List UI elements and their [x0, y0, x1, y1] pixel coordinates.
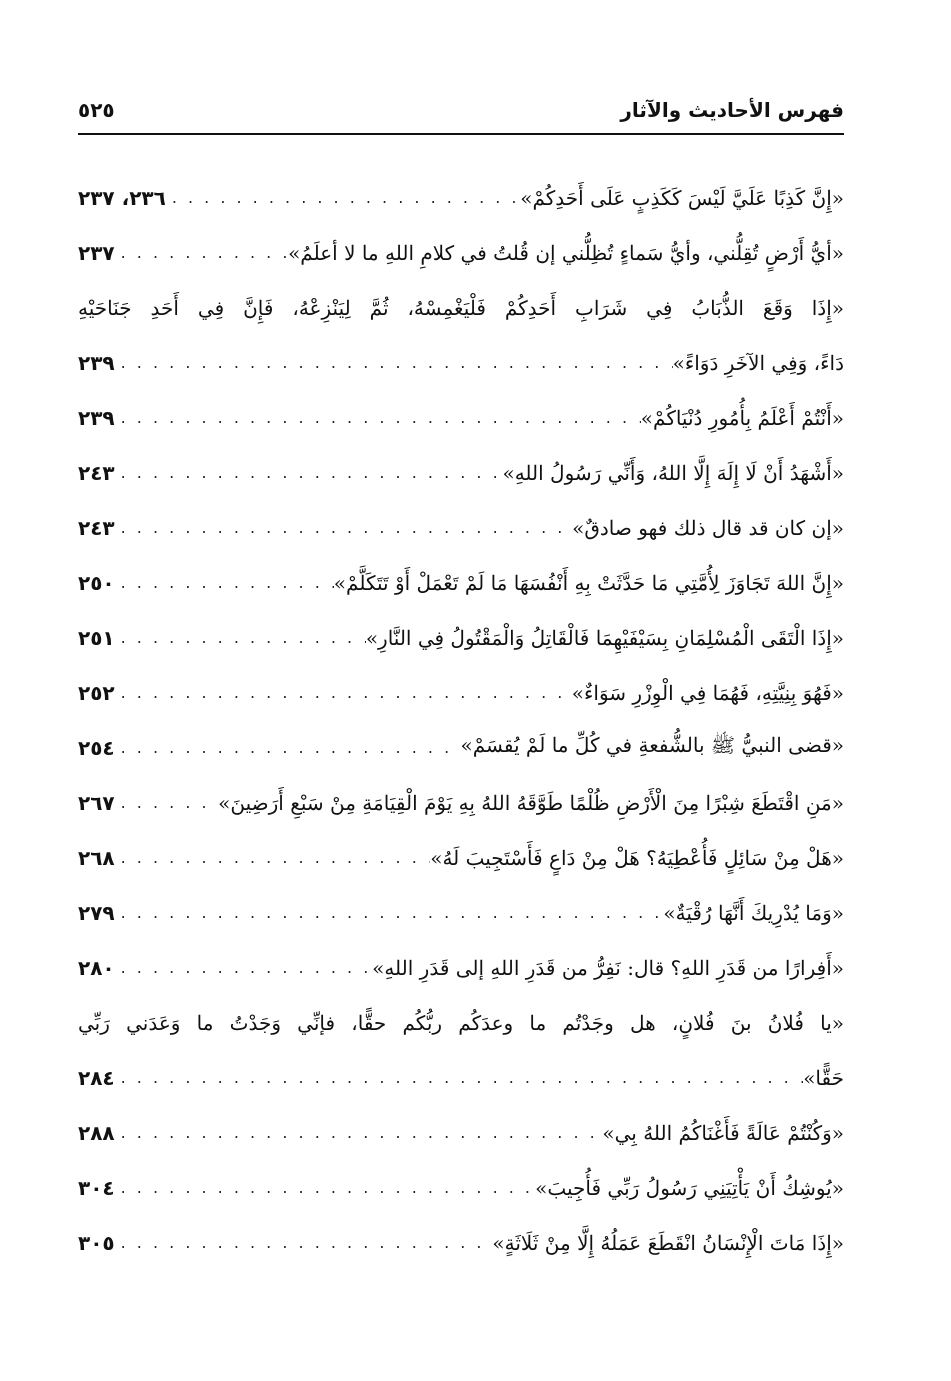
- index-entry-line: [78, 720, 844, 775]
- entry-page-number: ٢٨٨: [78, 1120, 115, 1145]
- index-entry: [78, 390, 844, 445]
- dot-leader: [166, 188, 520, 207]
- index-entry-line: [78, 995, 844, 1050]
- index-entry: [78, 225, 844, 280]
- entry-page-number: ٣٠٥: [78, 1230, 115, 1255]
- index-entry-line: [78, 665, 844, 720]
- hadith-text: «مَنِ اقْتَطَعَ شِبْرًا مِنَ الْأَرْضِ ظُلْمًا طَوَّقَهُ اللهُ بِهِ يَوْمَ الْقِيَامَةِ مِنْ سَبْعِ أَرَضِينَ»: [218, 790, 844, 815]
- index-entry-line: [78, 390, 844, 445]
- dot-leader: [115, 793, 219, 812]
- index-entry-line: [78, 610, 844, 665]
- index-entry: [78, 995, 844, 1105]
- index-entry-line: [78, 1105, 844, 1160]
- page-header: [78, 96, 844, 132]
- entry-page-number: ٢٨٤: [78, 1065, 115, 1090]
- hadith-text: «يا فُلانُ بنَ فُلانٍ، هل وجَدْتُم ما وعدَكُم ربُّكُم حقًّا، فإنِّي وَجَدْتُ ما وَعَدَني رَبِّي: [78, 1010, 844, 1035]
- hadith-text: «أَشْهَدُ أَنْ لَا إِلَهَ إِلَّا اللهُ، وَأَنِّي رَسُولُ اللهِ»: [502, 460, 844, 485]
- page-number: ٥٢٥: [78, 98, 115, 122]
- dot-leader: [115, 1178, 536, 1197]
- hadith-text: «إِذَا الْتَقَى الْمُسْلِمَانِ بِسَيْفَيْهِمَا فَالْقَاتِلُ وَالْمَقْتُولُ فِي النَّارِ»: [365, 625, 844, 650]
- index-entry-line: [78, 1160, 844, 1215]
- index-entry: [78, 940, 844, 995]
- entry-page-number: ٢٣٧: [78, 240, 115, 265]
- hadith-text: «إِنَّ اللهَ تَجَاوَزَ لِأُمَّتِي مَا حَدَّثَتْ بِهِ أَنْفُسَهَا مَا لَمْ تَعْمَلْ أَوْ تَتَكَلَّمْ»: [333, 570, 844, 595]
- index-entry-line: [78, 280, 844, 335]
- hadith-index-list: [78, 170, 844, 1270]
- entry-page-number: ٢٨٠: [78, 955, 115, 980]
- index-entry-line: [78, 885, 844, 940]
- hadith-text: دَاءً، وَفِي الآخَرِ دَوَاءً»: [672, 350, 844, 375]
- dot-leader: [115, 463, 503, 482]
- hadith-text: «إِنَّ كَذِبًا عَلَيَّ لَيْسَ كَكَذِبٍ عَلَى أَحَدِكُمْ»: [520, 185, 844, 210]
- index-entry-line: [78, 170, 844, 225]
- entry-page-number: ٢٥٠: [78, 570, 115, 595]
- entry-page-number: ٢٦٨: [78, 845, 115, 870]
- running-title: فهرس الأحاديث والآثار: [620, 98, 844, 122]
- index-entry: [78, 775, 844, 830]
- dot-leader: [115, 1123, 603, 1142]
- dot-leader: [115, 1233, 493, 1252]
- index-entry-line: [78, 1215, 844, 1270]
- index-entry-line: [78, 775, 844, 830]
- index-entry: [78, 665, 844, 720]
- dot-leader: [115, 628, 366, 647]
- entry-page-number: ٢٣٩: [78, 405, 115, 430]
- hadith-text: «أيُّ أَرْضٍ تُقِلُّني، وأيُّ سَماءٍ تُظِلُّني إن قُلتُ في كلامِ اللهِ ما لا أعلَمُ»: [288, 240, 844, 265]
- entry-page-number: ٢٦٧: [78, 790, 115, 815]
- header-rule: [78, 133, 844, 135]
- index-entry: [78, 1160, 844, 1215]
- entry-page-number: ٣٠٤: [78, 1175, 115, 1200]
- hadith-text: «فَهُوَ بِنِيَّتِهِ، فَهُمَا فِي الْوِزْرِ سَوَاءٌ»: [571, 680, 844, 705]
- entry-page-number: ٢٤٣: [78, 460, 115, 485]
- index-entry-line: [78, 500, 844, 555]
- entry-page-number: ٢٥٢: [78, 680, 115, 705]
- hadith-text: «أَنْتُمْ أَعْلَمُ بِأُمُورِ دُنْيَاكُمْ»: [640, 405, 844, 430]
- index-entry-line: [78, 940, 844, 995]
- hadith-text: «إِذَا مَاتَ الْإِنْسَانُ انْقَطَعَ عَمَلُهُ إِلَّا مِنْ ثَلَاثَةٍ»: [492, 1230, 844, 1255]
- index-entry: [78, 500, 844, 555]
- entry-page-number: ٢٥١: [78, 625, 115, 650]
- index-entry: [78, 720, 844, 775]
- index-entry-line: [78, 830, 844, 885]
- index-entry: [78, 885, 844, 940]
- hadith-text: «أَفِرارًا من قَدَرِ اللهِ؟ قال: نَفِرُّ من قَدَرِ اللهِ إلى قَدَرِ اللهِ»: [372, 955, 844, 980]
- hadith-text: «يُوشِكُ أَنْ يَأْتِيَنِي رَسُولُ رَبِّي فَأُجِيبَ»: [535, 1175, 844, 1200]
- index-entry: [78, 280, 844, 390]
- index-entry: [78, 445, 844, 500]
- dot-leader: [115, 1068, 804, 1087]
- dot-leader: [115, 243, 288, 262]
- hadith-text: حَقًّا»: [803, 1065, 844, 1090]
- index-entry-line: [78, 555, 844, 610]
- index-entry: [78, 610, 844, 665]
- entry-page-number: ٢٧٩: [78, 900, 115, 925]
- index-entry-line: [78, 1050, 844, 1105]
- index-entry-line: [78, 225, 844, 280]
- index-entry-line: [78, 335, 844, 390]
- entry-page-number: ٢٥٤: [78, 735, 115, 760]
- hadith-text: «وَكُنْتُمْ عَالَةً فَأَغْنَاكُمُ اللهُ بِي»: [602, 1120, 844, 1145]
- dot-leader: [115, 903, 664, 922]
- hadith-text: «قضى النبيُّ ﷺ بالشُّفعةِ في كُلِّ ما لَمْ يُقسَمْ»: [460, 733, 844, 757]
- index-entry: [78, 1215, 844, 1270]
- dot-leader: [115, 683, 572, 702]
- dot-leader: [115, 353, 673, 372]
- dot-leader: [115, 518, 573, 537]
- hadith-text: «إِذَا وَقَعَ الذُّبَابُ فِي شَرَابِ أَحَدِكُمْ فَلْيَغْمِسْهُ، ثُمَّ لِيَنْزِعْهُ، فَإِنَّ فِي أَحَدِ جَنَاحَيْهِ: [78, 295, 844, 320]
- dot-leader: [115, 738, 461, 757]
- entry-page-number: ٢٣٦، ٢٣٧: [78, 185, 166, 210]
- index-entry-line: [78, 445, 844, 500]
- hadith-text: «هَلْ مِنْ سَائِلٍ فَأُعْطِيَهُ؟ هَلْ مِنْ دَاعٍ فَأَسْتَجِيبَ لَهُ»: [430, 845, 844, 870]
- entry-page-number: ٢٣٩: [78, 350, 115, 375]
- hadith-text: «وَمَا يُدْرِيكَ أَنَّهَا رُقْيَةٌ»: [663, 900, 844, 925]
- index-entry: [78, 555, 844, 610]
- dot-leader: [115, 848, 431, 867]
- dot-leader: [115, 573, 334, 592]
- entry-page-number: ٢٤٣: [78, 515, 115, 540]
- hadith-text: «إن كان قد قال ذلك فهو صادقٌ»: [572, 515, 844, 540]
- index-entry: [78, 1105, 844, 1160]
- index-entry: [78, 170, 844, 225]
- index-entry: [78, 830, 844, 885]
- dot-leader: [115, 408, 641, 427]
- dot-leader: [115, 958, 372, 977]
